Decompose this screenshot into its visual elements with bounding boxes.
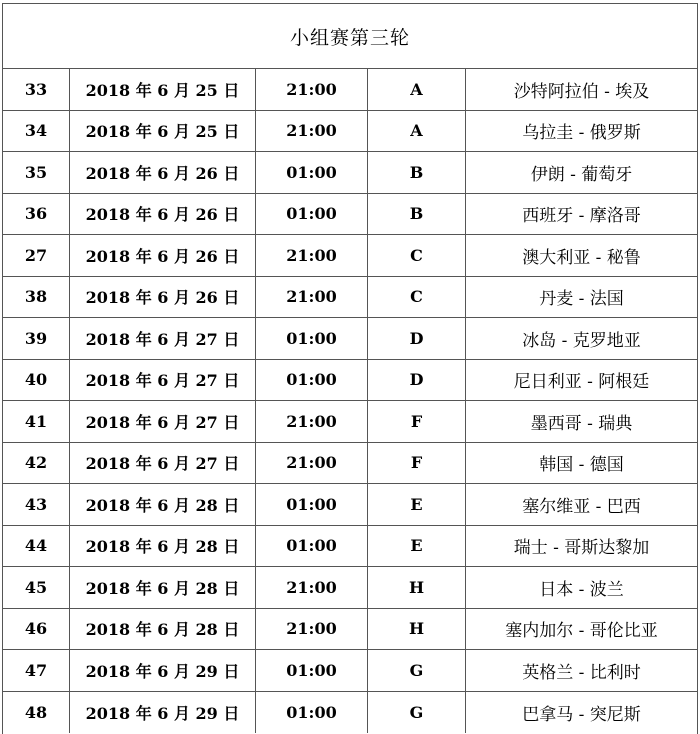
match-time: 21:00: [256, 277, 368, 318]
match-teams: 瑞士 - 哥斯达黎加: [513, 538, 650, 559]
match-date: 2018 年 6 月 26 日: [70, 235, 256, 276]
match-date: 2018 年 6 月 28 日: [70, 567, 256, 608]
match-time: 01:00: [256, 484, 368, 525]
match-group: E: [368, 484, 466, 525]
match-time: 21:00: [256, 401, 368, 442]
match-teams: 巴拿马 - 突尼斯: [522, 704, 641, 725]
match-teams: 塞尔维亚 - 巴西: [522, 496, 641, 517]
match-group: B: [368, 152, 466, 193]
match-group: A: [368, 111, 466, 152]
match-time: 21:00: [256, 111, 368, 152]
match-number: 33: [3, 69, 70, 110]
match-time: 01:00: [256, 360, 368, 401]
match-teams: 尼日利亚 - 阿根廷: [513, 372, 650, 393]
match-teams: 英格兰 - 比利时: [522, 662, 641, 683]
match-teams: 日本 - 波兰: [539, 579, 624, 600]
match-group: H: [368, 609, 466, 650]
table-title: 小组赛第三轮: [3, 4, 697, 69]
table-row: [3, 277, 697, 319]
table-row: [3, 567, 697, 609]
match-number: 35: [3, 152, 70, 193]
match-date: 2018 年 6 月 27 日: [70, 401, 256, 442]
match-group: D: [368, 360, 466, 401]
table-row: [3, 318, 697, 360]
match-group: F: [368, 401, 466, 442]
match-number: 34: [3, 111, 70, 152]
table-row: [3, 443, 697, 485]
table-row: [3, 360, 697, 402]
match-number: 46: [3, 609, 70, 650]
match-teams: 西班牙 - 摩洛哥: [522, 206, 641, 227]
match-time: 01:00: [256, 318, 368, 359]
match-teams: 乌拉圭 - 俄罗斯: [522, 123, 641, 144]
table-row: [3, 235, 697, 277]
match-date: 2018 年 6 月 28 日: [70, 609, 256, 650]
match-date: 2018 年 6 月 27 日: [70, 318, 256, 359]
match-number: 41: [3, 401, 70, 442]
table-row: [3, 692, 697, 734]
match-number: 39: [3, 318, 70, 359]
match-number: 48: [3, 692, 70, 734]
match-number: 47: [3, 650, 70, 691]
match-group: H: [368, 567, 466, 608]
match-teams: 墨西哥 - 瑞典: [530, 413, 633, 434]
match-time: 01:00: [256, 526, 368, 567]
table-row: [3, 69, 697, 111]
match-date: 2018 年 6 月 29 日: [70, 650, 256, 691]
table-row: [3, 401, 697, 443]
match-time: 21:00: [256, 443, 368, 484]
match-group: F: [368, 443, 466, 484]
match-number: 44: [3, 526, 70, 567]
match-number: 40: [3, 360, 70, 401]
match-teams: 韩国 - 德国: [539, 455, 624, 476]
match-date: 2018 年 6 月 27 日: [70, 360, 256, 401]
table-row: [3, 152, 697, 194]
match-number: 42: [3, 443, 70, 484]
match-teams: 丹麦 - 法国: [539, 289, 624, 310]
table-row: [3, 111, 697, 153]
match-date: 2018 年 6 月 27 日: [70, 443, 256, 484]
match-date: 2018 年 6 月 26 日: [70, 277, 256, 318]
match-date: 2018 年 6 月 26 日: [70, 194, 256, 235]
table-row: [3, 484, 697, 526]
match-teams: 沙特阿拉伯 - 埃及: [513, 81, 650, 102]
match-time: 21:00: [256, 609, 368, 650]
table-row: [3, 650, 697, 692]
match-group: G: [368, 650, 466, 691]
match-time: 21:00: [256, 235, 368, 276]
table-body: [3, 69, 697, 733]
match-group: D: [368, 318, 466, 359]
match-time: 01:00: [256, 650, 368, 691]
match-number: 36: [3, 194, 70, 235]
match-group: E: [368, 526, 466, 567]
match-number: 43: [3, 484, 70, 525]
match-group: C: [368, 235, 466, 276]
match-time: 01:00: [256, 692, 368, 734]
match-date: 2018 年 6 月 29 日: [70, 692, 256, 734]
match-teams: 冰岛 - 克罗地亚: [522, 330, 641, 351]
match-number: 45: [3, 567, 70, 608]
match-group: A: [368, 69, 466, 110]
match-date: 2018 年 6 月 26 日: [70, 152, 256, 193]
match-time: 01:00: [256, 152, 368, 193]
table-row: [3, 526, 697, 568]
match-time: 21:00: [256, 69, 368, 110]
match-date: 2018 年 6 月 28 日: [70, 526, 256, 567]
match-date: 2018 年 6 月 25 日: [70, 69, 256, 110]
match-group: G: [368, 692, 466, 734]
match-teams: 澳大利亚 - 秘鲁: [522, 247, 641, 268]
schedule-table: [2, 3, 698, 734]
table-row: [3, 609, 697, 651]
match-group: B: [368, 194, 466, 235]
table-row: [3, 194, 697, 236]
match-date: 2018 年 6 月 25 日: [70, 111, 256, 152]
match-group: C: [368, 277, 466, 318]
match-time: 21:00: [256, 567, 368, 608]
match-date: 2018 年 6 月 28 日: [70, 484, 256, 525]
match-time: 01:00: [256, 194, 368, 235]
match-teams: 伊朗 - 葡萄牙: [530, 164, 633, 185]
match-number: 38: [3, 277, 70, 318]
match-teams: 塞内加尔 - 哥伦比亚: [505, 621, 658, 642]
match-number: 27: [3, 235, 70, 276]
